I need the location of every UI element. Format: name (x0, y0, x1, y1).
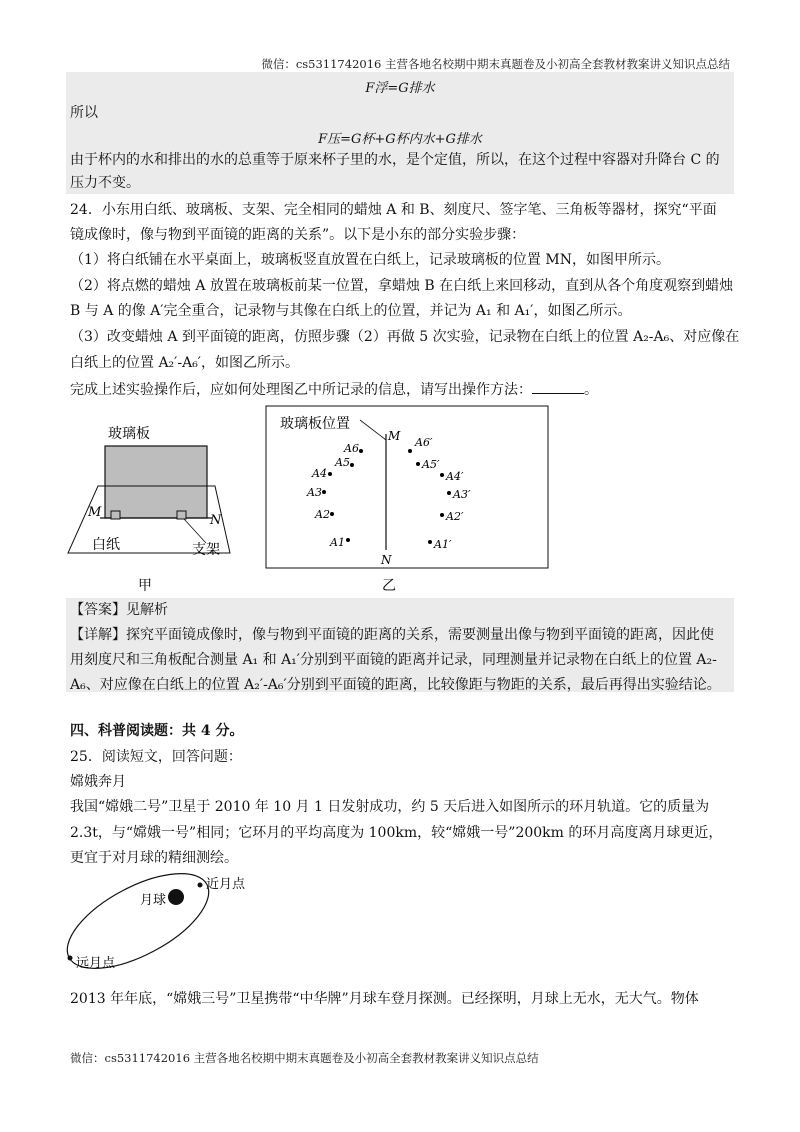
answer-detail-3: A₆、对应像在白纸上的位置 A₂′-A₆′分别到平面镜的距离，比较像距与物距的关系，最后再得出实验结论。 (70, 677, 721, 693)
so-text: 所以 (70, 105, 98, 121)
stand-pointer (184, 519, 206, 543)
image-label: A6′ (415, 436, 433, 449)
object-dot (328, 472, 332, 476)
yi-caption: 乙 (382, 578, 396, 594)
q24-step-3b: 白纸上的位置 A₂′-A₆′，如图乙所示。 (70, 355, 299, 371)
q25-line-1: 25．阅读短文，回答问题： (70, 749, 242, 765)
answer-label: 【答案】见解析 (70, 602, 168, 618)
stand-left (111, 511, 120, 519)
stand-right (177, 511, 186, 519)
q24-ask (70, 379, 598, 400)
q24-step-1: （1）将白纸铺在水平桌面上，玻璃板竖直放置在白纸上，记录玻璃板的位置 MN，如图甲所示。 (70, 252, 670, 268)
object-dot (350, 463, 354, 467)
object-points (306, 442, 363, 549)
glass-label: 玻璃板 (108, 426, 150, 442)
image-dot (416, 462, 420, 466)
q25-para-1c: 更宜于对月球的精细测绘。 (70, 850, 238, 866)
image-points (408, 436, 471, 551)
q24-ask-text: 完成上述实验操作后，应如何处理图乙中所记录的信息，请写出操作方法： (70, 382, 532, 398)
jia-caption: 甲 (138, 578, 152, 594)
perilune-label: 近月点 (206, 877, 246, 892)
image-label: A2′ (446, 510, 464, 523)
object-dot (330, 512, 334, 516)
orbit-figure (62, 868, 272, 978)
object-dot (322, 490, 326, 494)
q24-line-1: 24．小东用白纸、玻璃板、支架、完全相同的蜡烛 A 和 B、刻度尺、签字笔、三角板等器材，探究“平面 (70, 202, 717, 218)
perilune-dot (198, 883, 203, 888)
moon-disc (168, 889, 184, 905)
answer-blank[interactable] (532, 379, 584, 394)
glass-position-pointer (360, 420, 386, 440)
image-label: A5′ (422, 458, 440, 471)
formula-pressure: F压=G杯+G杯内水+G排水 (318, 132, 482, 147)
image-dot (428, 540, 432, 544)
q24-line-2: 镜成像时，像与物到平面镜的距离的关系”。以下是小东的部分实验步骤： (70, 227, 526, 243)
answer-detail-1: 【详解】探究平面镜成像时，像与物到平面镜的距离的关系，需要测量出像与物到平面镜的距离，因此使 (70, 627, 714, 643)
glass-board (105, 446, 207, 518)
q25-para-1b: 2.3t，与“嫦娥一号”相同；它环月的平均高度为 100km，较“嫦娥一号”200km 的环月高度离月球更近， (70, 825, 723, 841)
page-footer: 微信：cs5311742016 主营各地名校期中期末真题卷及小初高全套教材教案讲义知识点总结 (70, 1051, 539, 1065)
glass-position-label: 玻璃板位置 (280, 416, 350, 432)
image-dot (408, 449, 412, 453)
q24-step-2a: （2）将点燃的蜡烛 A 放置在玻璃板前某一位置，拿蜡烛 B 在白纸上来回移动，直到从各个角度观察到蜡烛 (70, 278, 734, 294)
yi-n-label: N (381, 553, 392, 567)
q25-article-title: 嫦娥奔月 (70, 774, 126, 790)
q24-step-2b: B 与 A 的像 A′完全重合，记录物与其像在白纸上的位置，并记为 A₁ 和 A₁′，如图乙所示。 (70, 303, 632, 319)
image-dot (447, 491, 451, 495)
object-label: A5 (335, 456, 350, 469)
object-label: A3 (307, 486, 322, 499)
object-label: A1 (330, 536, 345, 549)
apolune-dot (68, 956, 73, 961)
jia-n-label: N (210, 513, 222, 528)
image-dot (440, 473, 444, 477)
moon-label: 月球 (140, 893, 167, 908)
page-header: 微信：cs5311742016 主营各地名校期中期末真题卷及小初高全套教材教案讲义知识点总结 (261, 57, 730, 71)
conclusion-line-1: 由于杯内的水和排出的水的总重等于原来杯子里的水，是个定值，所以，在这个过程中容器对升降台 C 的 (70, 152, 720, 168)
image-label: A4′ (446, 470, 464, 483)
figure-yi (262, 404, 552, 598)
conclusion-line-2: 压力不变。 (70, 175, 140, 191)
jia-m-label: M (88, 505, 102, 520)
q25-para-1a: 我国“嫦娥二号”卫星于 2010 年 10 月 1 日发射成功，约 5 天后进入如图所示的环月轨道。它的质量为 (70, 799, 710, 815)
object-label: A4 (312, 467, 327, 480)
answer-detail-2: 用刻度尺和三角板配合测量 A₁ 和 A₁′分别到平面镜的距离并记录，同理测量并记录物在白纸上的位置 A₂- (70, 652, 717, 668)
apolune-label: 远月点 (76, 956, 116, 971)
q25-para-2: 2013 年年底，“嫦娥三号”卫星携带“中华牌”月球车登月探测。已经探明，月球上无水，无大气。物体 (70, 991, 699, 1007)
paper-label: 白纸 (92, 537, 120, 553)
q24-ask-end: 。 (584, 382, 598, 398)
object-dot (346, 538, 350, 542)
figure-jia (60, 418, 250, 598)
yi-m-label: M (388, 429, 401, 443)
image-label: A3′ (453, 488, 471, 501)
object-label: A6 (344, 442, 359, 455)
image-label: A1′ (434, 538, 452, 551)
image-dot (440, 513, 444, 517)
stand-label: 支架 (192, 542, 220, 558)
object-label: A2 (315, 508, 330, 521)
formula-buoyancy: F浮=G排水 (365, 81, 435, 96)
section-4-title: 四、科普阅读题：共 4 分。 (70, 723, 244, 739)
object-dot (359, 449, 363, 453)
q24-step-3a: （3）改变蜡烛 A 到平面镜的距离，仿照步骤（2）再做 5 次实验，记录物在白纸上的位置 A₂-A₆、对应像在 (70, 329, 740, 345)
